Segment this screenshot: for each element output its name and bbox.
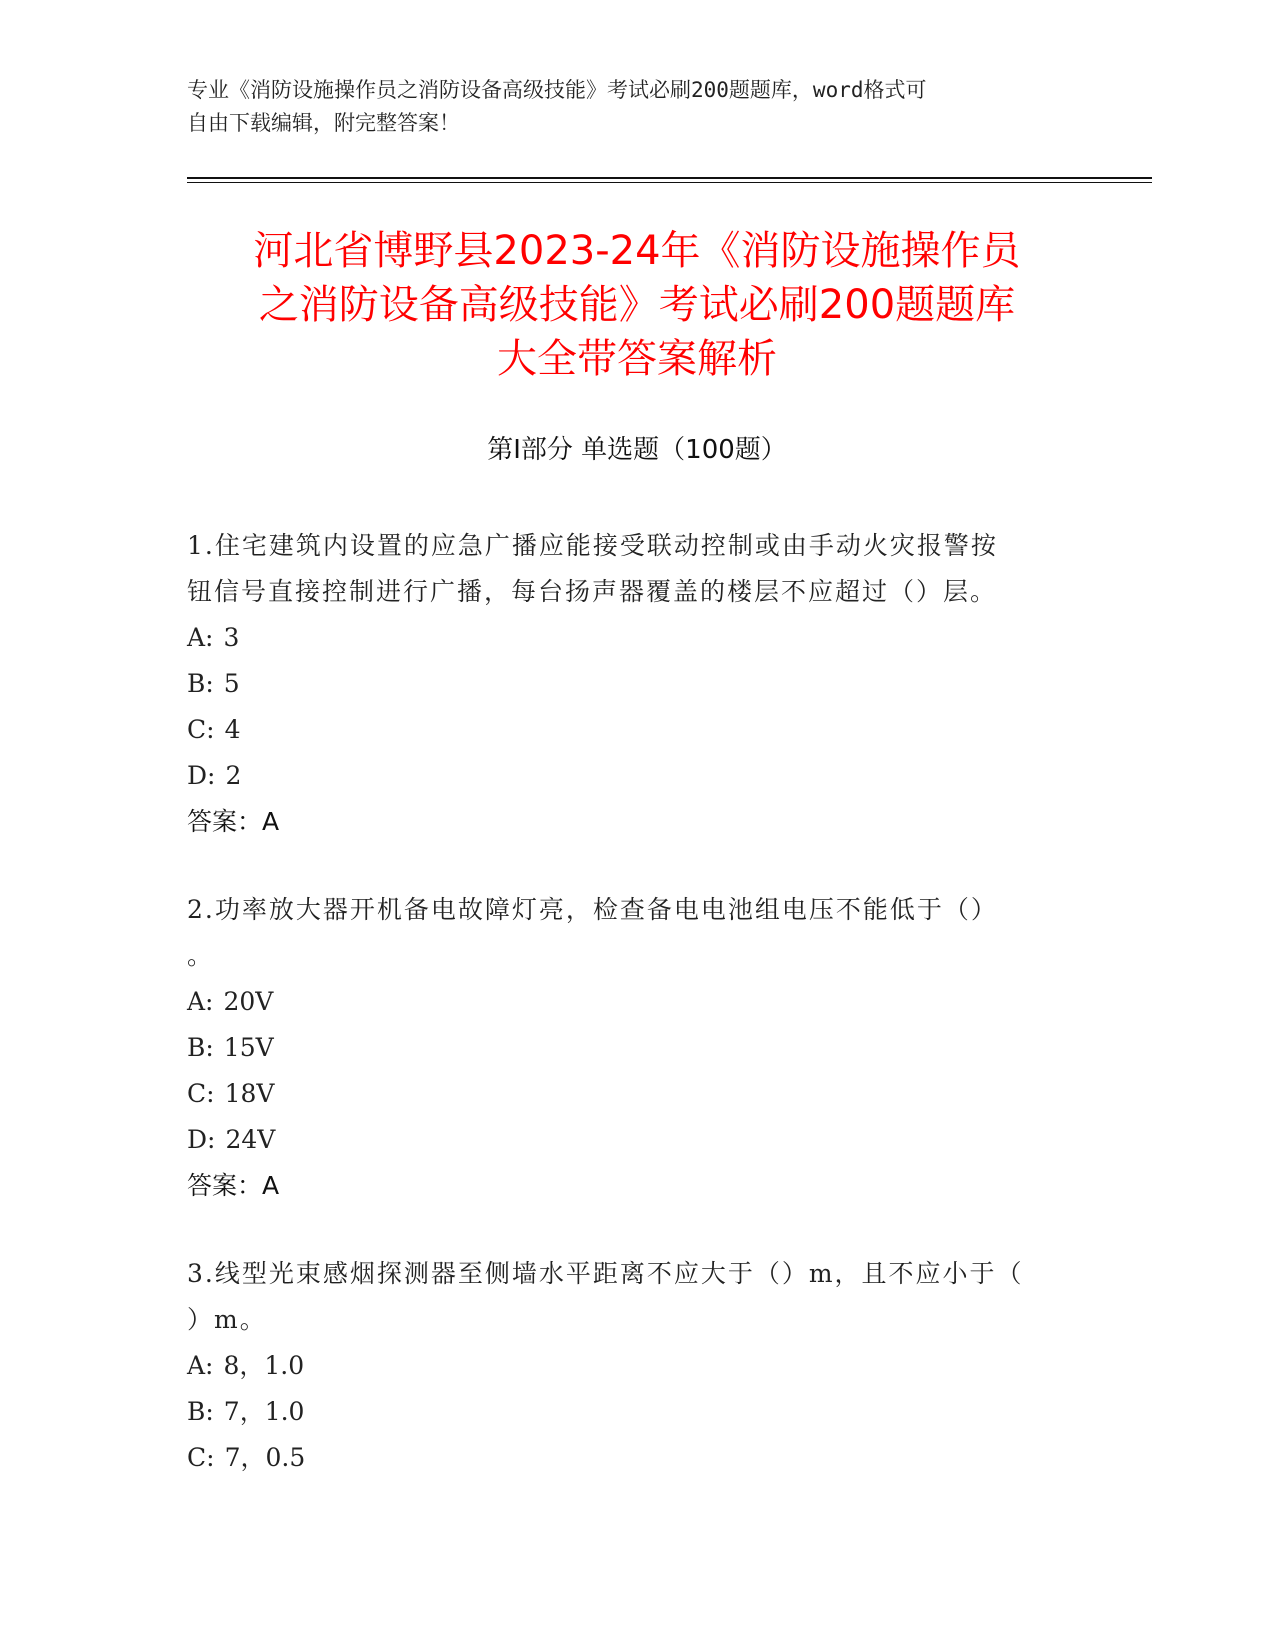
header-note-line-2: 自由下载编辑，附完整答案！ (187, 111, 460, 135)
question-stem-line-1: 3.线型光束感烟探测器至侧墙水平距离不应大于（）m，且不应小于（ (187, 1259, 1024, 1288)
option-text: 20V (223, 987, 274, 1016)
question-2 (187, 887, 1067, 1209)
question-stem (187, 523, 1067, 615)
question-3 (187, 1251, 1067, 1481)
title-line-2: 之消防设备高级技能》考试必刷200题题库 (258, 282, 1016, 328)
option-text: 7，0.5 (224, 1443, 306, 1472)
option-text: 7，1.0 (223, 1397, 305, 1426)
option-key: D: (187, 761, 216, 790)
title-line-3: 大全带答案解析 (497, 336, 777, 382)
question-stem-line-2: ）m。 (187, 1305, 267, 1334)
option-text: 2 (225, 761, 242, 790)
header-note (187, 74, 1067, 140)
option-c (187, 1071, 1067, 1117)
option-key: C: (187, 1443, 215, 1472)
option-key: B: (187, 1033, 214, 1062)
option-a (187, 615, 1067, 661)
option-key: B: (187, 669, 214, 698)
question-stem (187, 887, 1067, 979)
option-text: 4 (224, 715, 241, 744)
question-stem-line-2: 钮信号直接控制进行广播，每台扬声器覆盖的楼层不应超过（）层。 (187, 577, 998, 606)
question-1 (187, 523, 1067, 845)
option-text: 8，1.0 (223, 1351, 305, 1380)
option-b (187, 1025, 1067, 1071)
option-a (187, 979, 1067, 1025)
question-stem-line-1: 1.住宅建筑内设置的应急广播应能接受联动控制或由手动火灾报警按 (187, 531, 998, 560)
header-rule-thick (187, 177, 1152, 179)
option-text: 18V (224, 1079, 275, 1108)
document-title (187, 224, 1087, 386)
title-line-1: 河北省博野县2023-24年《消防设施操作员 (253, 228, 1021, 274)
option-key: A: (187, 623, 214, 652)
option-b (187, 661, 1067, 707)
option-key: A: (187, 1351, 214, 1380)
option-d (187, 753, 1067, 799)
header-note-line-1: 专业《消防设施操作员之消防设备高级技能》考试必刷200题题库，word格式可 (187, 78, 927, 102)
option-text: 5 (223, 669, 240, 698)
option-key: D: (187, 1125, 216, 1154)
option-c (187, 707, 1067, 753)
option-key: A: (187, 987, 214, 1016)
answer: 答案：A (187, 1171, 280, 1200)
section-heading: 第Ⅰ部分 单选题（100题） (487, 435, 787, 465)
option-text: 15V (223, 1033, 274, 1062)
option-key: B: (187, 1397, 214, 1426)
question-stem (187, 1251, 1067, 1343)
option-key: C: (187, 715, 215, 744)
option-b (187, 1389, 1067, 1435)
option-d (187, 1117, 1067, 1163)
header-rule-thin (187, 182, 1152, 183)
question-stem-line-2: 。 (187, 941, 215, 970)
option-text: 3 (223, 623, 240, 652)
option-key: C: (187, 1079, 215, 1108)
option-a (187, 1343, 1067, 1389)
option-c (187, 1435, 1067, 1481)
answer: 答案：A (187, 807, 280, 836)
option-text: 24V (225, 1125, 276, 1154)
question-stem-line-1: 2.功率放大器开机备电故障灯亮，检查备电电池组电压不能低于（） (187, 895, 998, 924)
